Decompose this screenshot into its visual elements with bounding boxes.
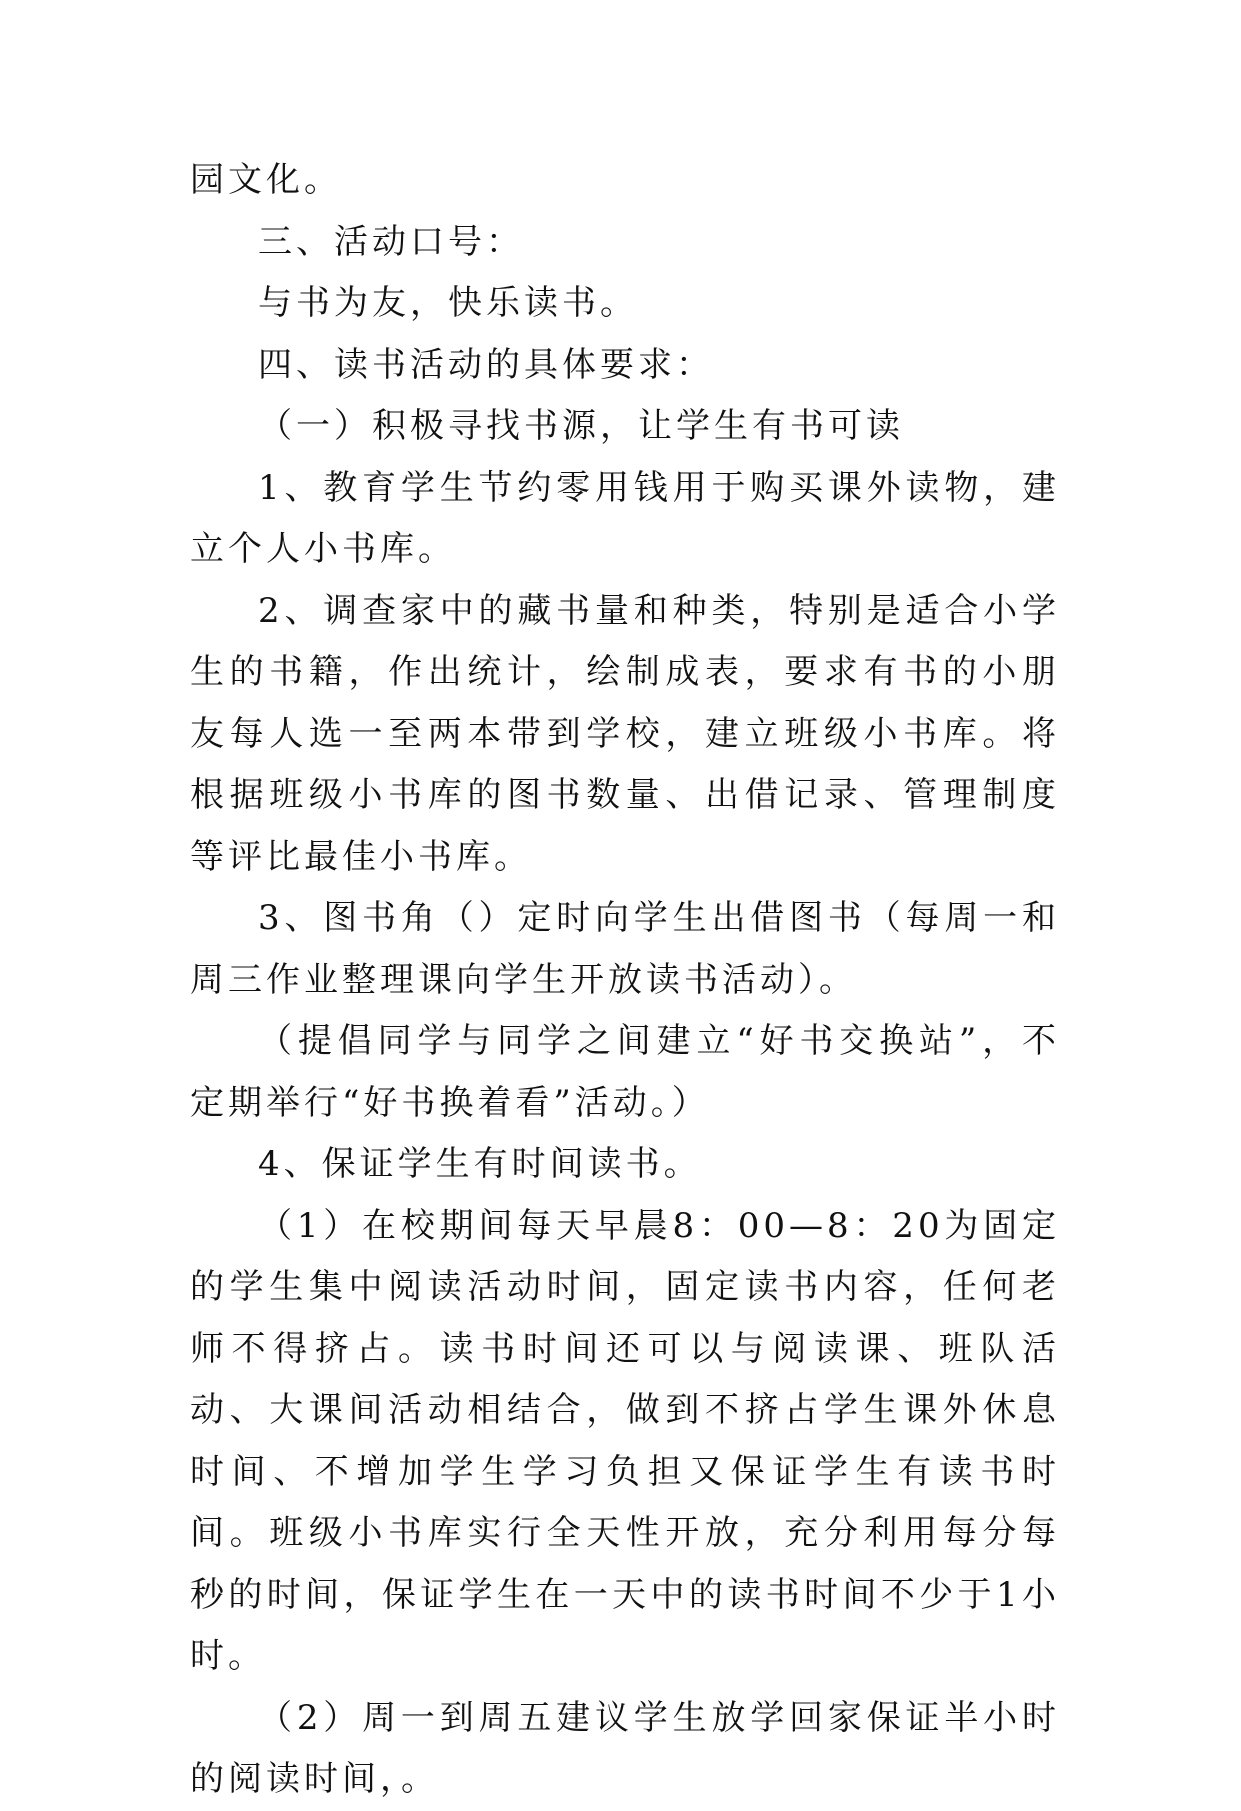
paragraph-5: （一）积极寻找书源，让学生有书可读 [258, 406, 904, 446]
paragraph-3: 与书为友，快乐读书。 [258, 283, 638, 323]
document-page [190, 150, 1060, 1811]
paragraph-1: 园文化。 [190, 160, 342, 200]
paragraph-7: 2、调查家中的藏书量和种类，特别是适合小学生的书籍，作出统计，绘制成表，要求有书的小朋友每人选一至两本带到学校，建立班级小书库。将根据班级小书库的图书数量、出借记录、管理制度等评比最佳小书库。 [190, 590, 1060, 877]
paragraph-12: （2）周一到周五建议学生放学回家保证半小时的阅读时间，。 [190, 1697, 1060, 1799]
paragraph-10: 4、保证学生有时间读书。 [258, 1144, 702, 1184]
paragraph-4: 四、读书活动的具体要求： [258, 344, 714, 385]
paragraph-11: （1）在校期间每天早晨8：00—8：20为固定的学生集中阅读活动时间，固定读书内容，任何老师不得挤占。读书时间还可以与阅读课、班队活动、大课间活动相结合，做到不挤占学生课外休息时间、不增加学生学习负担又保证学生有读书时间。班级小书库实行全天性开放，充分利用每分每秒的时间，保证学生在一天中的读书时间不少于1小时。 [190, 1205, 1060, 1676]
paragraph-8: 3、图书角（）定时向学生出借图书（每周一和周三作业整理课向学生开放读书活动）。 [190, 898, 1060, 1000]
paragraph-9: （提倡同学与同学之间建立“好书交换站”，不定期举行“好书换着看”活动。） [190, 1021, 1060, 1123]
paragraph-6: 1、教育学生节约零用钱用于购买课外读物，建立个人小书库。 [190, 467, 1060, 569]
paragraph-2: 三、活动口号： [258, 221, 524, 262]
